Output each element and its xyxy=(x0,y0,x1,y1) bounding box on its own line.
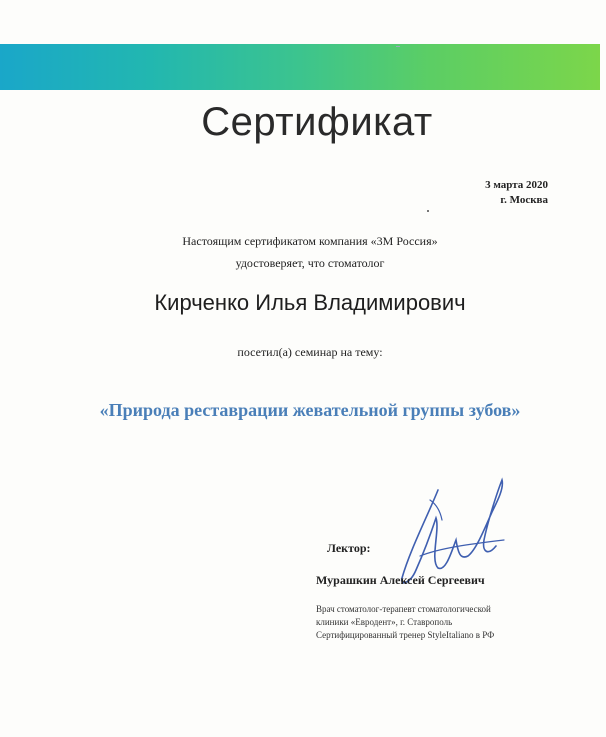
date-block xyxy=(485,178,548,208)
issue-city: г. Москва xyxy=(500,194,548,206)
seminar-topic: «Природа реставрации жевательной группы зубов» xyxy=(99,400,521,420)
lector-label: Лектор: xyxy=(327,541,371,555)
lector-name: Мурашкин Алексей Сергеевич xyxy=(316,573,485,587)
lector-desc-line-3: Сертифицированный тренер StyleItaliano в РФ xyxy=(316,630,495,640)
lector-description xyxy=(316,603,494,642)
intro-line-1: Настоящим сертификатом компания «3М Россия» xyxy=(182,234,438,248)
lector-desc-line-1: Врач стоматолог-терапевт стоматологической xyxy=(316,604,491,614)
issue-date: 3 марта 2020 xyxy=(485,179,548,191)
recipient-name: Кирченко Илья Владимирович xyxy=(154,290,466,315)
certificate-title: Сертификат xyxy=(201,100,433,144)
attended-text: посетил(а) семинар на тему: xyxy=(237,345,383,359)
header-gradient-band xyxy=(0,44,600,90)
intro-text xyxy=(0,230,606,274)
lector-desc-line-2: клиники «Евродент», г. Ставрополь xyxy=(316,617,453,627)
intro-line-2: удостоверяет, что стоматолог xyxy=(235,256,385,270)
scan-speck xyxy=(396,46,400,47)
scan-speck xyxy=(427,210,429,212)
